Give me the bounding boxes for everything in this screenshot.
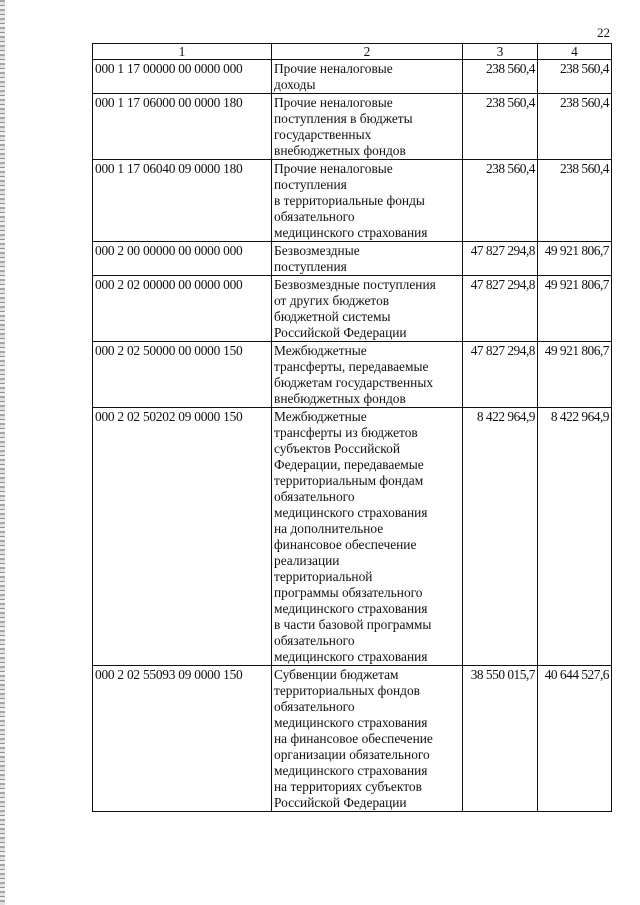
- table-row: [93, 60, 612, 94]
- table-header-row: [93, 44, 612, 60]
- table-row: [93, 408, 612, 666]
- item-name-cell: Прочие неналоговые поступления в территориальные фонды обязательного медицинского страхования: [272, 160, 463, 242]
- budget-code-cell: 000 2 02 50000 00 0000 150: [93, 342, 272, 408]
- budget-code-cell: 000 2 02 55093 09 0000 150: [93, 666, 272, 812]
- column-header-1: 1: [93, 44, 272, 60]
- amount-col3-cell: 238 560,4: [463, 160, 538, 242]
- column-header-2: 2: [272, 44, 463, 60]
- budget-code-cell: 000 2 00 00000 00 0000 000: [93, 242, 272, 276]
- item-name-cell: Субвенции бюджетам территориальных фондов обязательного медицинского страхования на финансовое обеспечение организации обязательного медицинского страхования на территориях субъектов Российской Федерации: [272, 666, 463, 812]
- budget-code-cell: 000 1 17 06040 09 0000 180: [93, 160, 272, 242]
- page-number: 22: [597, 25, 610, 40]
- budget-code-cell: 000 1 17 06000 00 0000 180: [93, 94, 272, 160]
- table-row: [93, 242, 612, 276]
- item-name-cell: Прочие неналоговые поступления в бюджеты государственных внебюджетных фондов: [272, 94, 463, 160]
- amount-col4-cell: 238 560,4: [538, 60, 612, 94]
- table-row: [93, 342, 612, 408]
- table-row: [93, 276, 612, 342]
- amount-col3-cell: 47 827 294,8: [463, 276, 538, 342]
- item-name-cell: Прочие неналоговые доходы: [272, 60, 463, 94]
- amount-col3-cell: 238 560,4: [463, 94, 538, 160]
- amount-col4-cell: 238 560,4: [538, 160, 612, 242]
- item-name-cell: Безвозмездные поступления: [272, 242, 463, 276]
- scan-edge-artifact: [0, 0, 5, 905]
- table-row: [93, 160, 612, 242]
- budget-revenue-table: [92, 43, 612, 812]
- amount-col4-cell: 8 422 964,9: [538, 408, 612, 666]
- amount-col4-cell: 49 921 806,7: [538, 276, 612, 342]
- budget-code-cell: 000 1 17 00000 00 0000 000: [93, 60, 272, 94]
- amount-col3-cell: 47 827 294,8: [463, 242, 538, 276]
- column-header-4: 4: [538, 44, 612, 60]
- amount-col3-cell: 38 550 015,7: [463, 666, 538, 812]
- budget-code-cell: 000 2 02 50202 09 0000 150: [93, 408, 272, 666]
- amount-col3-cell: 47 827 294,8: [463, 342, 538, 408]
- column-header-3: 3: [463, 44, 538, 60]
- budget-code-cell: 000 2 02 00000 00 0000 000: [93, 276, 272, 342]
- table-row: [93, 94, 612, 160]
- amount-col4-cell: 49 921 806,7: [538, 342, 612, 408]
- item-name-cell: Межбюджетные трансферты, передаваемые бюджетам государственных внебюджетных фондов: [272, 342, 463, 408]
- item-name-cell: Безвозмездные поступления от других бюджетов бюджетной системы Российской Федерации: [272, 276, 463, 342]
- amount-col4-cell: 238 560,4: [538, 94, 612, 160]
- amount-col4-cell: 40 644 527,6: [538, 666, 612, 812]
- amount-col3-cell: 238 560,4: [463, 60, 538, 94]
- item-name-cell: Межбюджетные трансферты из бюджетов субъектов Российской Федерации, передаваемые территориальным фондам обязательного медицинского страхования на дополнительное финансовое обеспечение реализации территориальной программы обязательного медицинского страхования в части базовой программы обязательного медицинского страхования: [272, 408, 463, 666]
- amount-col3-cell: 8 422 964,9: [463, 408, 538, 666]
- amount-col4-cell: 49 921 806,7: [538, 242, 612, 276]
- table-row: [93, 666, 612, 812]
